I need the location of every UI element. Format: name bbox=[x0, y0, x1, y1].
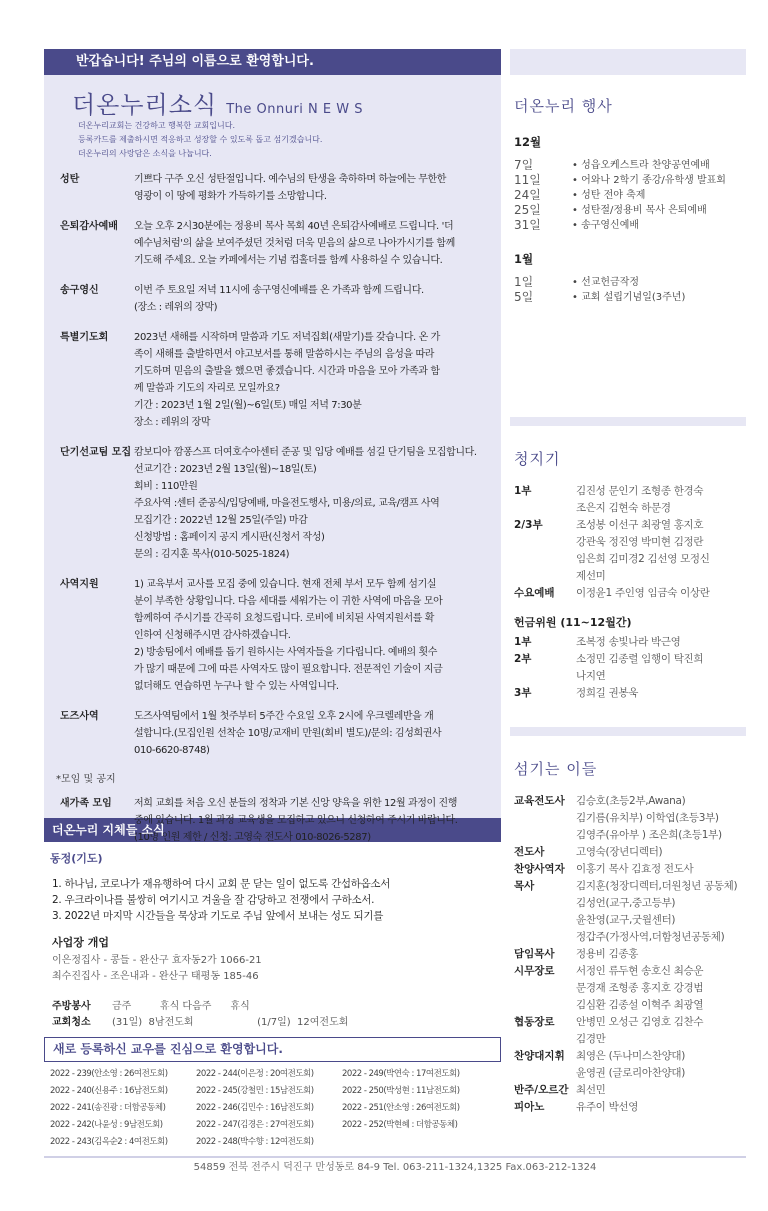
roster-label: 1부 bbox=[514, 485, 532, 497]
body-line: 010-6620-8748) bbox=[134, 745, 210, 756]
event-month: 12월 bbox=[514, 135, 542, 149]
registration-cell: 2022 - 247(김경은 : 27여전도회) bbox=[196, 1120, 314, 1130]
footer-address: 54859 전북 전주시 덕진구 만성동로 84-9 Tel. 063-211-1324,1325 Fax.063-212-1324 bbox=[44, 1156, 746, 1178]
roster-names bbox=[576, 793, 722, 844]
body-line: 없더해도 연습하면 누구나 할 수 있는 사역입니다. bbox=[134, 681, 339, 692]
right-top-bar bbox=[510, 49, 746, 75]
branch-news-bar: 더온누리 지체들 소식 bbox=[44, 818, 501, 842]
prayer-item: 2. 우크라이나를 불쌍히 여기시고 겨울을 잘 감당하고 전쟁에서 구하소서. bbox=[52, 894, 375, 906]
roster-row bbox=[510, 483, 746, 517]
body-line: 2) 방송팀에서 예배를 돕기 원하시는 사역자들을 기다립니다. 예배의 횟수 bbox=[134, 647, 438, 658]
news-title bbox=[44, 85, 501, 119]
news-item-label: 새가족 모임 bbox=[60, 798, 112, 809]
registration-row bbox=[50, 1134, 501, 1151]
body-line: 분이 부족한 상황입니다. 다음 세대를 세워가는 이 귀한 사역에 마음을 모아 bbox=[134, 596, 443, 607]
registration-cell: 2022 - 243(김옥순2 : 4여전도회) bbox=[50, 1137, 168, 1147]
roster-label: 시무장로 bbox=[514, 965, 555, 977]
roster-label: 교육전도사 bbox=[514, 795, 565, 807]
body-line: 기간 : 2023년 1월 2일(월)~6일(토) 매일 저녁 7:30분 bbox=[134, 400, 362, 411]
news-item bbox=[44, 444, 501, 563]
kitchen-duty bbox=[44, 999, 501, 1015]
events-title: 더온누리 행사 bbox=[514, 97, 613, 115]
event-text: • 성탄 전야 축제 bbox=[572, 190, 646, 201]
registration-row bbox=[50, 1083, 501, 1100]
news-title-korean: 더온누리소식 bbox=[72, 91, 218, 119]
news-item-label: 성탄 bbox=[60, 174, 80, 185]
news-item-body bbox=[134, 282, 424, 316]
roster-line: 김경만 bbox=[576, 1033, 606, 1045]
news-intro bbox=[44, 119, 501, 161]
news-title-english: The Onnuri N E W S bbox=[226, 102, 363, 117]
section-divider bbox=[510, 727, 746, 736]
intro-line: 등록카드를 제출하시면 적응하고 성장할 수 있도록 돕고 섬기겠습니다. bbox=[78, 135, 323, 144]
roster-names bbox=[576, 878, 737, 946]
body-line: 저희 교회를 처음 오신 분들의 정착과 기본 신앙 양육을 위한 12월 과정이 진행 bbox=[134, 798, 458, 809]
event-month: 1월 bbox=[514, 252, 534, 266]
roster-row bbox=[510, 517, 746, 585]
news-item-body bbox=[134, 444, 477, 563]
roster-line: 이정윤1 주인영 임금숙 이상란 bbox=[576, 587, 710, 599]
body-line: 캄보디아 깜퐁스프 더여호수아센터 준공 및 입당 예배를 섬길 단기팀을 모집합니다. bbox=[134, 447, 477, 458]
section-divider bbox=[510, 417, 746, 426]
event-text: • 송구영신예배 bbox=[572, 220, 640, 231]
body-line: 가 많기 때문에 그에 따른 사역자도 많이 필요합니다. 전문적인 기술이 지금 bbox=[134, 664, 443, 675]
body-line: 오늘 오후 2시30분에는 정용비 목사 목회 40년 은퇴감사예배로 드립니다. '더 bbox=[134, 221, 454, 232]
body-line: 중에 있습니다. 1월 과정 교육생을 모집하고 있으니 신청하여 주시기 바랍니다. bbox=[134, 815, 458, 826]
event-date: 31일 bbox=[514, 218, 541, 232]
offering-heading: 헌금위원 (11~12월간) bbox=[514, 616, 632, 629]
news-item-body bbox=[134, 576, 442, 695]
roster-names bbox=[576, 861, 693, 878]
event-row bbox=[510, 218, 746, 233]
intro-line: 더온누리교회는 건강하고 행복한 교회입니다. bbox=[78, 121, 236, 130]
event-date: 24일 bbox=[514, 188, 541, 202]
roster-line: 안병민 오성근 김영호 김찬수 bbox=[576, 1016, 704, 1028]
roster-names bbox=[576, 1014, 703, 1048]
registration-bar: 새로 등록하신 교우를 진심으로 환영합니다. bbox=[44, 1037, 501, 1062]
duty-label: 주방봉사 bbox=[52, 1001, 91, 1012]
roster-line: 서정인 류두현 송호신 최승운 bbox=[576, 965, 704, 977]
servants-body bbox=[510, 793, 746, 1116]
roster-label: 반주/오르간 bbox=[514, 1084, 569, 1096]
body-line: 인하여 신청해주시면 감사하겠습니다. bbox=[134, 630, 291, 641]
event-row bbox=[510, 173, 746, 188]
events-section bbox=[510, 95, 746, 417]
news-items bbox=[44, 171, 501, 759]
roster-label: 1부 bbox=[514, 636, 532, 648]
news-item bbox=[44, 576, 501, 695]
roster-names bbox=[576, 1099, 638, 1116]
event-text: • 교회 설립기념일(3주년) bbox=[572, 292, 686, 303]
business-item: 이은정집사 - 콩들 - 완산구 효자동2가 1066-21 bbox=[52, 955, 262, 966]
news-item bbox=[44, 329, 501, 431]
roster-row bbox=[510, 1048, 746, 1082]
duty-value: (31일) 8남전도회 (1/7일) 12여전도회 bbox=[112, 1017, 349, 1028]
news-item-body bbox=[134, 218, 455, 269]
roster-row bbox=[510, 585, 746, 602]
body-line: 선교기간 : 2023년 2월 13일(월)~18일(토) bbox=[134, 464, 317, 475]
event-date: 25일 bbox=[514, 203, 541, 217]
business-item: 최수진집사 - 조은내과 - 완산구 태평동 185-46 bbox=[52, 971, 259, 982]
roster-names bbox=[576, 1082, 606, 1099]
registration-cell: 2022 - 241(송진광 : 더함공동체) bbox=[50, 1103, 166, 1113]
registration-row bbox=[50, 1066, 501, 1083]
prayer-item: 1. 하나님, 코로나가 재유행하여 다시 교회 문 닫는 일이 없도록 간섭하옵소서 bbox=[52, 878, 391, 890]
body-line: 기도해 주세요. 오늘 카페에서는 기념 컵홀더를 함께 사용하실 수 있습니다. bbox=[134, 255, 443, 266]
roster-names bbox=[576, 963, 703, 1014]
roster-line: 정희길 권봉욱 bbox=[576, 687, 639, 699]
news-item-label: 도즈사역 bbox=[60, 711, 99, 722]
prayer-item: 3. 2022년 마지막 시간들을 묵상과 기도로 주님 앞에서 보내는 성도 되기를 bbox=[52, 910, 384, 922]
roster-names bbox=[576, 517, 710, 585]
stewards-section bbox=[510, 426, 746, 727]
registration-row bbox=[50, 1117, 501, 1134]
event-text: • 선교헌금작정 bbox=[572, 277, 640, 288]
roster-names bbox=[576, 634, 681, 651]
roster-line: 김심환 김종설 이혁주 최광열 bbox=[576, 999, 704, 1011]
body-line: (10명 인원 제한 / 신청: 고영숙 전도사 010-8026-5287) bbox=[134, 832, 371, 843]
body-line: 이번 주 토요일 저녁 11시에 송구영신예배를 온 가족과 함께 드립니다. bbox=[134, 285, 424, 296]
roster-label: 목사 bbox=[514, 880, 535, 892]
roster-line: 윤찬영(교구,굿월센터) bbox=[576, 914, 676, 926]
event-row bbox=[510, 203, 746, 218]
event-row bbox=[510, 290, 746, 305]
news-item-body bbox=[134, 171, 446, 205]
body-line: 주요사역 :센터 준공식/입당예배, 마을전도행사, 미용/의료, 교육/캠프 사역 bbox=[134, 498, 440, 509]
business-list bbox=[44, 953, 501, 985]
roster-line: 조복정 송빛나라 박근영 bbox=[576, 636, 681, 648]
roster-row bbox=[510, 793, 746, 844]
roster-names bbox=[576, 685, 638, 702]
roster-line: 임은희 김미경2 김선영 모정신 bbox=[576, 553, 710, 565]
registration-cell: 2022 - 239(안소영 : 26여전도회) bbox=[50, 1069, 168, 1079]
body-line: 설합니다.(모집인원 선착순 10명/교재비 만원(회비 별도)/문의: 김성희권사 bbox=[134, 728, 442, 739]
news-item-label: 단기선교팀 모집 bbox=[60, 447, 132, 458]
registration-cell: 2022 - 248(박수향 : 12여전도회) bbox=[196, 1137, 314, 1147]
notice-heading: *모임 및 공지 bbox=[56, 774, 116, 785]
body-line: 께 말씀과 기도의 자리로 모일까요? bbox=[134, 383, 280, 394]
roster-label: 협동장로 bbox=[514, 1016, 555, 1028]
roster-row bbox=[510, 651, 746, 685]
event-date: 1일 bbox=[514, 275, 534, 289]
event-date: 7일 bbox=[514, 158, 534, 172]
roster-line: 나지연 bbox=[576, 670, 606, 682]
news-item-label: 은퇴감사예배 bbox=[60, 221, 118, 232]
body-line: 회비 : 110만원 bbox=[134, 481, 198, 492]
roster-row bbox=[510, 1099, 746, 1116]
roster-row bbox=[510, 685, 746, 702]
roster-line: 이홍기 목사 김효정 전도사 bbox=[576, 863, 694, 875]
body-line: 모집기간 : 2022년 12월 25일(주일) 마감 bbox=[134, 515, 308, 526]
registration-cell: 2022 - 242(나윤성 : 9남전도회) bbox=[50, 1120, 163, 1130]
registration-cell: 2022 - 251(안소영 : 26여전도회) bbox=[342, 1103, 460, 1113]
news-item-body bbox=[134, 329, 440, 431]
roster-line: 김성언(교구,중고등부) bbox=[576, 897, 676, 909]
registration-list bbox=[44, 1066, 501, 1151]
registration-cell: 2022 - 250(박성현 : 11남전도회) bbox=[342, 1086, 460, 1096]
body-line: 2023년 새해를 시작하며 말씀과 기도 저녁집회(새말기)를 갖습니다. 온 가 bbox=[134, 332, 440, 343]
left-column bbox=[44, 49, 501, 1151]
roster-row bbox=[510, 1082, 746, 1099]
roster-row bbox=[510, 1014, 746, 1048]
roster-line: 정용비 김종홍 bbox=[576, 948, 639, 960]
body-line: 영광이 이 땅에 평화가 가득하기를 소망합니다. bbox=[134, 191, 327, 202]
roster-line: 조성봉 이선구 최광열 홍지호 bbox=[576, 519, 704, 531]
stewards-body bbox=[510, 483, 746, 702]
roster-label: 전도사 bbox=[514, 846, 545, 858]
registration-cell: 2022 - 246(김민수 : 16남전도회) bbox=[196, 1103, 314, 1113]
roster-row bbox=[510, 963, 746, 1014]
news-item bbox=[44, 282, 501, 316]
roster-names bbox=[576, 946, 638, 963]
roster-line: 정갑주(가정사역,더함청년공동체) bbox=[576, 931, 725, 943]
body-line: 기도하며 믿음의 출발을 했으면 좋겠습니다. 시간과 마음을 모아 가족과 함 bbox=[134, 366, 440, 377]
body-line: 함께하여 주시기를 간곡히 요청드립니다. 로비에 비치된 사역지원서를 확 bbox=[134, 613, 435, 624]
stewards-title: 청지기 bbox=[514, 450, 561, 468]
roster-line: 유주이 박선영 bbox=[576, 1101, 639, 1113]
roster-line: 김영주(유아부 ) 조은희(초등1부) bbox=[576, 829, 722, 841]
roster-line: 김진성 문인기 조형종 한경숙 bbox=[576, 485, 704, 497]
roster-row bbox=[510, 861, 746, 878]
prayer-heading: 동정(기도) bbox=[50, 852, 103, 865]
roster-row bbox=[510, 844, 746, 861]
servants-section bbox=[510, 736, 746, 1116]
roster-line: 최영은 (두나미스찬양대) bbox=[576, 1050, 686, 1062]
event-text: • 어와나 2학기 종강/유학생 발표회 bbox=[572, 175, 726, 186]
roster-names bbox=[576, 1048, 685, 1082]
event-row bbox=[510, 158, 746, 173]
welcome-banner: 반갑습니다! 주님의 이름으로 환영합니다. bbox=[44, 49, 501, 75]
body-line: 기쁘다 구주 오신 성탄절입니다. 예수님의 탄생을 축하하며 하늘에는 무한한 bbox=[134, 174, 447, 185]
news-item-label: 사역지원 bbox=[60, 579, 99, 590]
servants-title: 섬기는 이들 bbox=[514, 760, 598, 778]
roster-row bbox=[510, 946, 746, 963]
roster-label: 담임목사 bbox=[514, 948, 555, 960]
news-item bbox=[44, 218, 501, 269]
roster-line: 제선미 bbox=[576, 570, 606, 582]
registration-cell: 2022 - 245(강철민 : 15남전도회) bbox=[196, 1086, 314, 1096]
events-body bbox=[510, 134, 746, 305]
roster-names bbox=[576, 483, 703, 517]
registration-cell: 2022 - 249(박연숙 : 17여전도회) bbox=[342, 1069, 460, 1079]
registration-cell: 2022 - 244(이은정 : 20여전도회) bbox=[196, 1069, 314, 1079]
roster-label: 피아노 bbox=[514, 1101, 545, 1113]
roster-line: 김승호(초등2부,Awana) bbox=[576, 795, 686, 807]
roster-line: 조은지 김현숙 하문경 bbox=[576, 502, 671, 514]
news-item bbox=[44, 171, 501, 205]
roster-line: 윤영권 (글로리아찬양대) bbox=[576, 1067, 686, 1079]
roster-label: 2/3부 bbox=[514, 519, 543, 531]
body-line: 문의 : 김지훈 목사(010-5025-1824) bbox=[134, 549, 290, 560]
duty-value: 금주 휴식 다음주 휴식 bbox=[112, 1001, 250, 1012]
registration-cell: 2022 - 252(박현혜 : 더함공동체) bbox=[342, 1120, 458, 1130]
body-line: 신청방법 : 홈페이지 공지 게시판(신청서 작성) bbox=[134, 532, 325, 543]
intro-line: 더온누리의 사랑담은 소식을 나눕니다. bbox=[78, 149, 212, 158]
roster-line: 강관욱 정진영 박미현 김정란 bbox=[576, 536, 704, 548]
roster-label: 찬양대지휘 bbox=[514, 1050, 565, 1062]
news-item-label: 송구영신 bbox=[60, 285, 99, 296]
event-row bbox=[510, 188, 746, 203]
roster-label: 수요예배 bbox=[514, 587, 555, 599]
roster-label: 찬양사역자 bbox=[514, 863, 565, 875]
body-line: 1) 교육부서 교사를 모집 중에 있습니다. 현재 전체 부서 모두 함께 섬기실 bbox=[134, 579, 437, 590]
event-date: 5일 bbox=[514, 290, 534, 304]
roster-names bbox=[576, 651, 703, 685]
registration-row bbox=[50, 1100, 501, 1117]
body-line: 족이 새해를 출발하면서 야고보서를 통해 말씀하시는 주님의 음성을 따라 bbox=[134, 349, 435, 360]
roster-row bbox=[510, 634, 746, 651]
event-row bbox=[510, 275, 746, 290]
news-item-label: 특별기도회 bbox=[60, 332, 109, 343]
roster-line: 문경재 조형종 홍지호 강경범 bbox=[576, 982, 704, 994]
roster-names bbox=[576, 844, 662, 861]
news-item bbox=[44, 708, 501, 759]
news-item-body bbox=[134, 708, 441, 759]
body-line: 장소 : 레위의 장막 bbox=[134, 417, 211, 428]
prayer-list bbox=[44, 876, 501, 924]
roster-line: 소정민 김종렬 임행이 탁진희 bbox=[576, 653, 704, 665]
right-column bbox=[510, 49, 746, 1116]
body-line: (장소 : 레위의 장막) bbox=[134, 302, 218, 313]
duty-label: 교회청소 bbox=[52, 1017, 91, 1028]
business-opening-heading: 사업장 개업 bbox=[52, 936, 109, 949]
body-line: 도즈사역팀에서 1월 첫주부터 5주간 수요일 오후 2시에 우크렐레반을 개 bbox=[134, 711, 434, 722]
roster-names bbox=[576, 585, 710, 602]
body-line: 예수님처럼'의 삶을 보여주셨던 것처럼 더욱 믿음의 삶으로 나아가시기를 함께 bbox=[134, 238, 455, 249]
event-text: • 성읍오케스트라 찬양공연예배 bbox=[572, 160, 710, 171]
event-date: 11일 bbox=[514, 173, 541, 187]
roster-line: 김기름(유치부) 이학엽(초등3부) bbox=[576, 812, 719, 824]
registration-cell: 2022 - 240(신용주 : 16남전도회) bbox=[50, 1086, 168, 1096]
registration-cell bbox=[342, 1134, 488, 1151]
roster-label: 2부 bbox=[514, 653, 532, 665]
news-item-body bbox=[134, 795, 458, 846]
roster-row bbox=[510, 878, 746, 946]
roster-line: 최선민 bbox=[576, 1084, 606, 1096]
event-text: • 성탄절/정용비 목사 은퇴예배 bbox=[572, 205, 707, 216]
cleaning-duty bbox=[44, 1015, 501, 1031]
roster-line: 김지훈(청장디렉터,더원청년 공동체) bbox=[576, 880, 738, 892]
roster-label: 3부 bbox=[514, 687, 532, 699]
roster-line: 고영숙(장년디렉터) bbox=[576, 846, 663, 858]
